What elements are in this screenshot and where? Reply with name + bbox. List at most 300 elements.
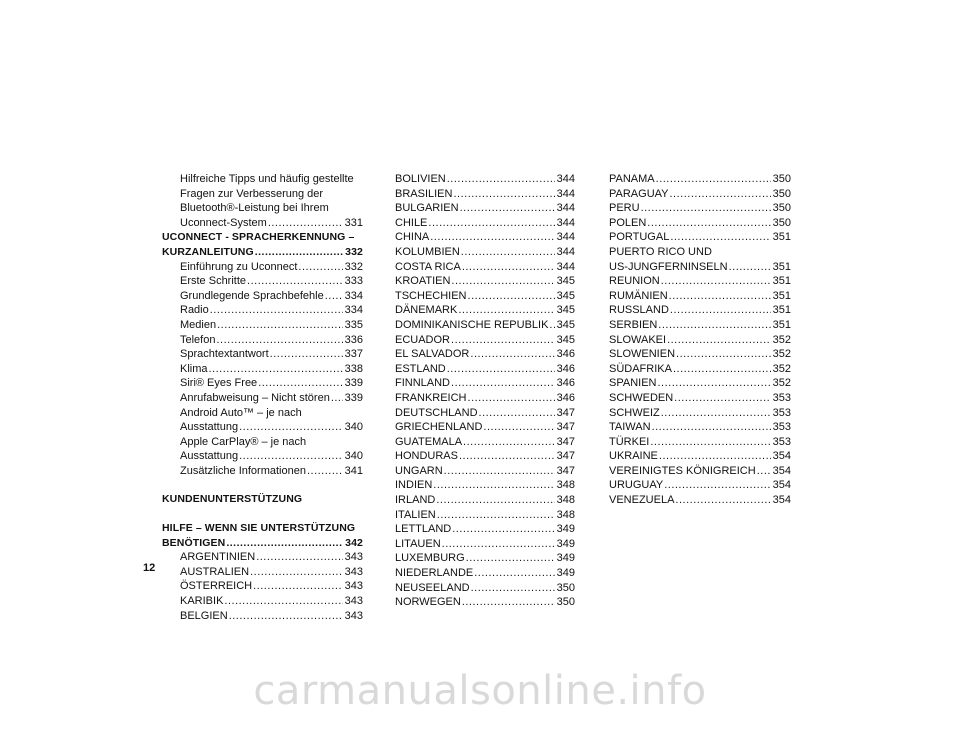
toc-page-number: 334 <box>344 289 363 302</box>
toc-page-number: 344 <box>556 260 575 273</box>
toc-leader-dots <box>239 449 343 464</box>
toc-page-number: 354 <box>772 494 791 507</box>
toc-leader-dots <box>210 303 343 318</box>
toc-entry[interactable] <box>609 274 791 289</box>
toc-page-number: 347 <box>556 450 575 463</box>
toc-entry-title: INDIEN <box>395 479 433 492</box>
toc-leader-dots <box>453 187 554 202</box>
toc-page-number: 335 <box>344 318 363 331</box>
toc-entry[interactable] <box>162 376 363 391</box>
toc-entry-title: PARAGUAY <box>609 187 669 200</box>
toc-entry[interactable] <box>162 464 363 479</box>
toc-entry-title: TAIWAN <box>609 421 651 434</box>
toc-page-number: 347 <box>556 421 575 434</box>
toc-leader-dots <box>675 493 770 508</box>
toc-entry-title: DOMINIKANISCHE REPUBLIK <box>395 318 549 331</box>
toc-entry-title: GRIECHENLAND <box>395 421 483 434</box>
toc-page-number: 346 <box>556 391 575 404</box>
toc-leader-dots <box>676 347 771 362</box>
toc-entry-title: CHINA <box>395 231 430 244</box>
toc-entry[interactable] <box>162 318 363 333</box>
toc-entry[interactable] <box>162 594 363 609</box>
toc-entry-title: DEUTSCHLAND <box>395 406 478 419</box>
toc-page-number: 346 <box>556 362 575 375</box>
toc-entry-title: SCHWEDEN <box>609 391 674 404</box>
toc-leader-dots <box>298 260 342 275</box>
toc-leader-dots <box>226 536 343 551</box>
toc-leader-dots <box>549 318 554 333</box>
toc-leader-dots <box>451 274 554 289</box>
toc-page-number: 344 <box>556 216 575 229</box>
toc-entry[interactable] <box>395 187 575 202</box>
toc-spacer <box>162 478 363 492</box>
toc-entry[interactable] <box>609 391 791 406</box>
toc-leader-dots <box>664 478 770 493</box>
toc-entry-title: RUSSLAND <box>609 304 669 317</box>
toc-entry-title: ESTLAND <box>395 362 446 375</box>
toc-entry[interactable] <box>162 565 363 580</box>
toc-leader-dots <box>229 609 343 624</box>
toc-entry[interactable] <box>609 289 791 304</box>
toc-entry-title: Zusätzliche Informationen <box>180 464 306 477</box>
toc-page-number: 349 <box>556 523 575 536</box>
toc-page-number: 331 <box>344 216 363 229</box>
toc-leader-dots <box>470 347 554 362</box>
toc-heading[interactable] <box>162 245 363 260</box>
toc-entry-title: Klima <box>180 362 208 375</box>
toc-entry[interactable] <box>609 333 791 348</box>
toc-leader-dots <box>667 333 771 348</box>
toc-leader-dots <box>307 464 343 479</box>
toc-entry[interactable] <box>395 478 575 493</box>
toc-entry-title: TÜRKEI <box>609 435 650 448</box>
toc-entry-title: Android Auto™ – je nach <box>180 406 302 419</box>
toc-entry[interactable] <box>395 595 575 610</box>
toc-page-number: 351 <box>772 275 791 288</box>
toc-entry[interactable] <box>395 216 575 231</box>
toc-leader-dots <box>462 260 555 275</box>
toc-entry[interactable] <box>609 493 791 508</box>
toc-page-number: 346 <box>556 348 575 361</box>
toc-leader-dots <box>460 201 555 216</box>
toc-entry-title: HILFE – WENN SIE UNTERSTÜTZUNG <box>162 522 356 535</box>
toc-entry[interactable] <box>395 551 575 566</box>
toc-page-number: 343 <box>344 580 363 593</box>
toc-leader-dots <box>247 274 343 289</box>
toc-entry-title: REUNION <box>609 275 660 288</box>
toc-spacer <box>162 507 363 521</box>
toc-entry[interactable] <box>395 201 575 216</box>
toc-page-number: 350 <box>556 581 575 594</box>
toc-page-number: 340 <box>344 421 363 434</box>
toc-entry[interactable] <box>395 449 575 464</box>
toc-entry[interactable] <box>395 303 575 318</box>
toc-entry[interactable] <box>162 435 363 450</box>
toc-page-number: 352 <box>772 377 791 390</box>
toc-entry-title: NEUSEELAND <box>395 581 470 594</box>
toc-page-number: 352 <box>772 333 791 346</box>
toc-entry-title: Erste Schritte <box>180 275 247 288</box>
toc-leader-dots <box>270 347 343 362</box>
toc-leader-dots <box>468 391 555 406</box>
toc-entry[interactable] <box>395 522 575 537</box>
toc-leader-dots <box>224 594 342 609</box>
toc-entry-title: Grundlegende Sprachbefehle <box>180 289 324 302</box>
toc-page-number: 342 <box>345 536 363 549</box>
toc-entry[interactable] <box>609 245 791 260</box>
toc-entry[interactable] <box>395 493 575 508</box>
toc-entry[interactable] <box>609 478 791 493</box>
toc-page-number: 343 <box>344 565 363 578</box>
toc-entry-title: VEREINIGTES KÖNIGREICH <box>609 464 756 477</box>
toc-entry-title: ARGENTINIEN <box>180 551 256 564</box>
toc-entry[interactable] <box>395 289 575 304</box>
toc-page-number: 332 <box>345 245 363 258</box>
toc-entry[interactable] <box>395 230 575 245</box>
toc-leader-dots <box>729 260 771 275</box>
toc-entry[interactable] <box>609 260 791 275</box>
toc-entry-title: NORWEGEN <box>395 596 461 609</box>
toc-entry-title: LITAUEN <box>395 537 441 550</box>
toc-entry-title: BELGIEN <box>180 609 228 622</box>
toc-heading[interactable] <box>162 536 363 551</box>
toc-entry-title: URUGUAY <box>609 479 664 492</box>
toc-page-number: 351 <box>772 304 791 317</box>
toc-entry-title: VENEZUELA <box>609 494 675 507</box>
toc-page-number: 332 <box>344 260 363 273</box>
toc-page-number: 344 <box>556 173 575 185</box>
toc-leader-dots <box>430 230 554 245</box>
toc-entry-title: SÜDAFRIKA <box>609 362 672 375</box>
toc-page-number: 344 <box>556 187 575 200</box>
toc-entry[interactable] <box>162 420 363 435</box>
toc-page-number: 348 <box>556 479 575 492</box>
toc-page-number: 340 <box>344 450 363 463</box>
toc-leader-dots <box>331 391 343 406</box>
toc-entry[interactable] <box>395 318 575 333</box>
toc-entry[interactable] <box>395 391 575 406</box>
toc-entry-title: Uconnect-System <box>180 216 267 229</box>
toc-entry[interactable] <box>609 362 791 377</box>
toc-page-number: 338 <box>344 362 363 375</box>
toc-leader-dots <box>650 435 770 450</box>
toc-entry[interactable] <box>162 201 363 216</box>
toc-entry-title: PERU <box>609 202 640 215</box>
toc-entry-title: TSCHECHIEN <box>395 289 467 302</box>
toc-page-number: 352 <box>772 362 791 375</box>
toc-entry[interactable] <box>162 260 363 275</box>
toc-entry-title: NIEDERLANDE <box>395 567 474 580</box>
toc-leader-dots <box>436 493 554 508</box>
toc-entry-title: FRANKREICH <box>395 391 467 404</box>
toc-entry-title: Radio <box>180 304 209 317</box>
toc-entry[interactable] <box>395 406 575 421</box>
toc-entry-title: UNGARN <box>395 464 443 477</box>
toc-leader-dots <box>466 551 555 566</box>
toc-entry-title: LUXEMBURG <box>395 552 465 565</box>
toc-page-number: 349 <box>556 537 575 550</box>
toc-leader-dots <box>657 376 770 391</box>
toc-heading[interactable] <box>162 521 363 536</box>
toc-leader-dots <box>479 406 555 421</box>
toc-entry-title: SPANIEN <box>609 377 657 390</box>
toc-page-number: 353 <box>772 421 791 434</box>
toc-entry[interactable] <box>395 274 575 289</box>
toc-entry-title: LETTLAND <box>395 523 452 536</box>
toc-page-number: 336 <box>344 333 363 346</box>
toc-entry-title: KURZANLEITUNG <box>162 245 254 258</box>
toc-page-number: 344 <box>556 245 575 258</box>
toc-page-number: 334 <box>344 304 363 317</box>
toc-entry-title: Ausstattung <box>180 421 239 434</box>
toc-entry-title: ITALIEN <box>395 508 436 521</box>
toc-entry-title: BOLIVIEN <box>395 173 446 185</box>
toc-entry[interactable] <box>395 347 575 362</box>
toc-entry[interactable] <box>162 187 363 202</box>
toc-entry[interactable] <box>609 201 791 216</box>
toc-column-left <box>162 172 363 623</box>
toc-entry[interactable] <box>609 435 791 450</box>
toc-entry-title: KOLUMBIEN <box>395 245 460 258</box>
toc-entry[interactable] <box>609 216 791 231</box>
toc-entry[interactable] <box>395 260 575 275</box>
toc-leader-dots <box>458 303 554 318</box>
toc-page-number: 339 <box>344 377 363 390</box>
toc-page-number: 345 <box>556 318 575 331</box>
toc-entry[interactable] <box>395 566 575 581</box>
toc-heading[interactable] <box>162 230 363 245</box>
toc-page-number: 346 <box>556 377 575 390</box>
toc-leader-dots <box>670 230 770 245</box>
toc-leader-dots <box>437 508 555 523</box>
toc-leader-dots <box>255 245 343 260</box>
toc-entry-title: Fragen zur Verbesserung der <box>180 187 324 200</box>
toc-leader-dots <box>459 449 555 464</box>
toc-entry[interactable] <box>609 347 791 362</box>
toc-entry-title: Medien <box>180 318 217 331</box>
toc-page-number: 351 <box>772 318 791 331</box>
toc-entry[interactable] <box>162 347 363 362</box>
toc-leader-dots <box>447 362 555 377</box>
toc-entry-title: ECUADOR <box>395 333 451 346</box>
toc-entry-title: SCHWEIZ <box>609 406 660 419</box>
toc-leader-dots <box>452 522 554 537</box>
toc-entry[interactable] <box>162 579 363 594</box>
toc-entry[interactable] <box>395 420 575 435</box>
toc-leader-dots <box>674 391 770 406</box>
toc-page-number: 337 <box>344 348 363 361</box>
toc-entry-title: HONDURAS <box>395 450 458 463</box>
toc-leader-dots <box>471 581 555 596</box>
toc-entry-title: Einführung zu Uconnect <box>180 260 298 273</box>
toc-leader-dots <box>669 289 771 304</box>
toc-entry-title: Telefon <box>180 333 216 346</box>
toc-leader-dots <box>428 216 554 231</box>
toc-leader-dots <box>659 449 771 464</box>
toc-page-number: 348 <box>556 508 575 521</box>
toc-entry-title: RUMÄNIEN <box>609 289 668 302</box>
toc-entry[interactable] <box>609 464 791 479</box>
toc-entry-title: ÖSTERREICH <box>180 580 253 593</box>
toc-entry[interactable] <box>162 303 363 318</box>
toc-leader-dots <box>447 172 555 187</box>
toc-leader-dots <box>253 579 343 594</box>
toc-entry-title: DÄNEMARK <box>395 304 458 317</box>
toc-heading[interactable] <box>162 492 363 507</box>
toc-leader-dots <box>462 595 555 610</box>
toc-entry-title: BENÖTIGEN <box>162 536 226 549</box>
toc-entry[interactable] <box>395 537 575 552</box>
toc-leader-dots <box>463 435 555 450</box>
toc-entry[interactable] <box>609 449 791 464</box>
toc-page-number: 354 <box>772 479 791 492</box>
toc-page-number: 344 <box>556 231 575 244</box>
toc-entry-title: US-JUNGFERNINSELN <box>609 260 728 273</box>
toc-entry[interactable] <box>162 609 363 624</box>
toc-entry-title: SLOWAKEI <box>609 333 667 346</box>
toc-page-number: 343 <box>344 595 363 608</box>
toc-entry-title: Anrufabweisung – Nicht stören <box>180 391 330 404</box>
toc-page-number: 352 <box>772 348 791 361</box>
toc-entry[interactable] <box>162 333 363 348</box>
toc-entry[interactable] <box>395 581 575 596</box>
toc-entry[interactable] <box>162 172 363 187</box>
toc-entry-title: AUSTRALIEN <box>180 565 250 578</box>
toc-page-number: 351 <box>772 260 791 273</box>
toc-page-number: 345 <box>556 289 575 302</box>
toc-page-number: 350 <box>772 202 791 215</box>
toc-page-number: 345 <box>556 275 575 288</box>
toc-page-number: 349 <box>556 552 575 565</box>
toc-entry[interactable] <box>395 172 575 187</box>
toc-entry[interactable] <box>395 435 575 450</box>
toc-entry[interactable] <box>395 362 575 377</box>
toc-leader-dots <box>209 362 343 377</box>
toc-page-number: 353 <box>772 435 791 448</box>
toc-page-number: 350 <box>772 173 791 185</box>
toc-entry-title: SLOWENIEN <box>609 348 676 361</box>
toc-entry-title: Ausstattung <box>180 450 239 463</box>
toc-column-right <box>609 172 791 508</box>
toc-page-number: 343 <box>344 609 363 622</box>
toc-leader-dots <box>658 318 770 333</box>
toc-entry-title: PUERTO RICO UND <box>609 245 712 258</box>
toc-page-number: 350 <box>772 187 791 200</box>
toc-page-number: 347 <box>556 464 575 477</box>
toc-entry-title: UKRAINE <box>609 450 658 463</box>
toc-leader-dots <box>461 245 555 260</box>
toc-entry[interactable] <box>609 187 791 202</box>
toc-page-number: 351 <box>772 289 791 302</box>
toc-leader-dots <box>268 216 343 231</box>
toc-entry-title: BRASILIEN <box>395 187 453 200</box>
toc-entry[interactable] <box>162 274 363 289</box>
toc-leader-dots <box>451 376 555 391</box>
toc-entry[interactable] <box>162 289 363 304</box>
toc-entry-title: IRLAND <box>395 494 436 507</box>
toc-leader-dots <box>258 376 342 391</box>
toc-entry-title: Siri® Eyes Free <box>180 377 258 390</box>
toc-entry-title: CHILE <box>395 216 428 229</box>
toc-entry[interactable] <box>609 172 791 187</box>
toc-page-number: 345 <box>556 304 575 317</box>
toc-entry[interactable] <box>609 303 791 318</box>
toc-leader-dots <box>652 420 771 435</box>
toc-page-number: 344 <box>556 202 575 215</box>
toc-entry[interactable] <box>609 230 791 245</box>
toc-entry[interactable] <box>162 406 363 421</box>
toc-page-number: 347 <box>556 406 575 419</box>
toc-entry-title: KUNDENUNTERSTÜTZUNG <box>162 493 303 506</box>
toc-entry[interactable] <box>609 420 791 435</box>
toc-entry[interactable] <box>609 406 791 421</box>
toc-leader-dots <box>442 537 555 552</box>
toc-leader-dots <box>757 464 771 479</box>
toc-page-number: 353 <box>772 406 791 419</box>
toc-page-number: 351 <box>772 231 791 244</box>
toc-leader-dots <box>451 333 555 348</box>
toc-page-number: 339 <box>344 391 363 404</box>
toc-column-middle <box>395 172 575 610</box>
toc-entry[interactable] <box>162 449 363 464</box>
toc-leader-dots <box>217 318 343 333</box>
toc-entry[interactable] <box>162 550 363 565</box>
toc-entry-title: GUATEMALA <box>395 435 463 448</box>
page-number: 12 <box>143 562 156 574</box>
toc-page-number: 354 <box>772 464 791 477</box>
toc-entry-title: COSTA RICA <box>395 260 461 273</box>
toc-entry[interactable] <box>395 376 575 391</box>
toc-entry[interactable] <box>609 376 791 391</box>
toc-page-number: 333 <box>344 275 363 288</box>
toc-page-number: 354 <box>772 450 791 463</box>
toc-leader-dots <box>661 406 771 421</box>
toc-leader-dots <box>256 550 342 565</box>
toc-entry-title: FINNLAND <box>395 377 451 390</box>
toc-page-number: 350 <box>556 596 575 609</box>
toc-leader-dots <box>239 420 343 435</box>
toc-entry[interactable] <box>162 216 363 231</box>
toc-entry[interactable] <box>162 391 363 406</box>
toc-entry-title: Hilfreiche Tipps und häufig gestellte <box>180 173 354 185</box>
toc-entry[interactable] <box>609 318 791 333</box>
toc-entry[interactable] <box>395 508 575 523</box>
toc-entry-title: SERBIEN <box>609 318 658 331</box>
toc-leader-dots <box>325 289 343 304</box>
toc-leader-dots <box>673 362 771 377</box>
toc-leader-dots <box>216 333 342 348</box>
toc-entry[interactable] <box>395 464 575 479</box>
toc-entry-title: KARIBIK <box>180 595 224 608</box>
toc-leader-dots <box>656 172 771 187</box>
toc-leader-dots <box>483 420 554 435</box>
toc-leader-dots <box>468 289 555 304</box>
toc-entry-title: UCONNECT - SPRACHERKENNUNG – <box>162 231 355 244</box>
toc-entry-title: POLEN <box>609 216 647 229</box>
toc-leader-dots <box>647 216 770 231</box>
toc-page-number: 349 <box>556 567 575 580</box>
toc-entry[interactable] <box>395 333 575 348</box>
toc-leader-dots <box>474 566 554 581</box>
toc-leader-dots <box>444 464 555 479</box>
toc-entry-title: EL SALVADOR <box>395 348 470 361</box>
toc-leader-dots <box>670 187 771 202</box>
toc-entry-title: Bluetooth®-Leistung bei Ihrem <box>180 202 329 215</box>
toc-entry[interactable] <box>162 362 363 377</box>
toc-entry[interactable] <box>395 245 575 260</box>
toc-leader-dots <box>433 478 554 493</box>
toc-leader-dots <box>641 201 771 216</box>
